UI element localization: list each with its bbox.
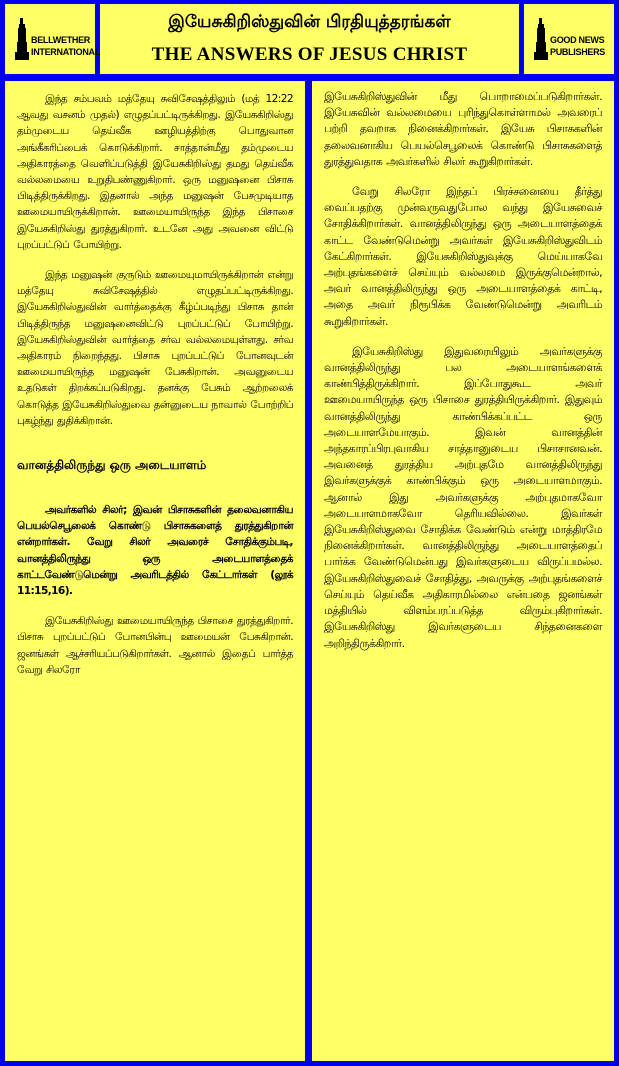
publisher-logo-right (524, 4, 614, 74)
body-paragraph: இயேசுகிறிஸ்து ஊமையாயிருந்த பிசாசை துரத்துகிறார். பிசாசு புறப்பட்டுப் போனபின்பு ஊமையன் பேசுகிறான். ஜனங்கள் ஆச்சரியப்படுகிறார்கள். ஆனால் இதைப் பார்த்த வேறு சிலரோ (17, 615, 293, 676)
body-paragraph: இந்த மனுஷன் குருடும் ஊமையுமாயிருக்கிறான் என்று மத்தேயு சுவிசேஷத்தில் எழுதப்பட்டிருக்கிறது. இயேசுகிறிஸ்துவின் வார்த்தைக்கு கீழ்ப்படிந்து பிசாசு தான் பிடித்திருந்த மனுஷனைவிட்டு புறப்பட்டுப் போயிற்று. இயேசுகிறிஸ்துவின் வார்த்தை சர்வ வல்லமையுள்ளது. சர்வ அதிகாரம் நிறைந்தது. பிசாசு புறப்பட்டுப் போனவுடன் ஊமையாயிருந்த மனுஷன் பேசுகிறான். அவனுடைய உதடுகள் திறக்கப்படுகிறது. தனக்கு பேசும் ஆற்றலைக் கொடுத்த இயேசுகிறிஸ்துவை தன்னுடைய நாவால் போற்றிப் புகழ்ந்து துதிக்கிறான். (17, 269, 293, 427)
body-paragraph: இயேசுகிறிஸ்து இதுவரையிலும் அவர்களுக்கு வானத்திலிருந்து பல அடையாளங்களைக் காண்பித்திருக்கிறார். இப்போதுகூட அவர் ஊமையாயிருந்த ஒரு பிசாசை துரத்தியிருக்கிறார். இதுவும் வானத்திலிருந்து காண்பிக்கப்பட்ட ஒரு அடையாளமேயாகும். இவன் வானத்தின் அந்தகாரப்பிரபுவாகிய சாத்தானுடைய பிசாசானவன். அவனைத் துரத்திய அற்புதமே வானத்திலிருந்து இவர்களுக்குக் காண்பிக்கும் ஒரு அடையாளமாகும். ஆனால் இது அவர்களுக்கு அற்புதமாகவோ அடையாளமாகவோ தெரியவில்லை. இவர்கள் இயேசுகிறிஸ்துவை சோதிக்க வேண்டும் என்று மாத்திரமே நினைக்கிறார்கள். வானத்திலிருந்து அடையாளத்தைப் பார்க்க வேண்டுமென்பது இவர்களுடைய விருப்பமல்ல. இயேசுகிறிஸ்துவைச் சோதித்து, அவருக்கு அற்புதங்களைச் செய்யும் தெய்வீக அதிகாரமில்லை என்பதை ஜனங்கள் மத்தியில் விளம்பரப்படுத்த விரும்புகிறார்கள். இயேசுகிறிஸ்து இவர்களுடைய சிந்தனைகளை அறிந்திருக்கிறார். (324, 344, 602, 650)
statue-figure-icon (534, 18, 548, 60)
logo-line2: INTERNATIONAL (31, 47, 100, 57)
page-title-tamil: இயேசுகிறிஸ்துவின் பிரதியுத்தரங்கள் (168, 12, 451, 32)
body-paragraph: வேறு சிலரோ இந்தப் பிரச்சனையை தீர்த்து வைப்பதற்கு முன்வருவதுபோல வந்து இயேசுவைச் சோதிக்கிறார்கள். வானத்திலிருந்து ஒரு அடையாளத்தைக் காட்ட வேண்டுமென்று அவர்கள் இயேசுகிறிஸ்துவிடம் கேட்கிறார்கள். இயேசுகிறிஸ்துவுக்கு மெய்யாகவே அற்புதங்களைச் செய்யும் வல்லமை இருக்குமென்றால், அவர் வானத்திலிருந்து ஒரு அடையாளத்தைக் காட்டி, அதை அவர் நிரூபிக்க வேண்டுமென்று அவரிடம் கூறுகிறார்கள். (324, 185, 602, 328)
bellwether-logo (11, 14, 100, 64)
publisher-logo-left (5, 4, 100, 74)
scripture-quote: அவர்களில் சிலர்; இவன் பிசாசுகளின் தலைவனாகிய பெயல்செபூலைக் கொண்டு பிசாசுகளைத் துரத்துகிறான் என்றார்கள். வேறு சிலர் அவரைச் சோதிக்கும்படி, வானத்திலிருந்து ஒரு அடையாளத்தைக் காட்டவேண்டுமென்று அவரிடத்தில் கேட்டார்கள் (லூக் 11:15,16). (17, 504, 293, 598)
logo-line1: BELLWETHER (31, 35, 90, 45)
logo-line1: GOOD NEWS (550, 35, 605, 45)
statue-figure-icon (15, 18, 29, 60)
body-paragraph: இயேசுகிறிஸ்துவின் மீது பொறாமைப்படுகிறார்கள். இயேசுவின் வல்லமையை புரிந்துகொள்ளாமல் அவரைப் பற்றி தவறாக நினைக்கிறார்கள். இயேசு பிசாசுகளின் தலைவனாகிய பெயல்செபூலைக் கொண்டு பிசாசுகளைத் துரத்துவதாக அவர்களில் சிலர் கூறுகிறார்கள். (324, 90, 602, 168)
section-heading: வானத்திலிருந்து ஒரு அடையாளம் (17, 458, 207, 473)
article-column-right (312, 81, 614, 1061)
body-paragraph: இந்த சம்பவம் மத்தேயு சுவிசேஷத்திலும் (மத் 12:22 ஆவது வசனம் முதல்) எழுதப்பட்டிருக்கிறது. இயேசுகிறிஸ்து தம்முடைய தெய்வீக ஊழியத்திற்கு பொதுவான அங்கீகரிப்பைக் கொடுக்கிறார். சாத்தான்மீது தம்முடைய அதிகாரத்தை வெளிப்படுத்தி இயேசுகிறிஸ்து தமது தெய்வீக வல்லமையை உறுதிபண்ணுகிறார். ஒரு மனுஷனை பிசாசு பிடித்திருக்கிறது. இதனால் அந்த மனுஷன் பேசமுடியாத ஊமையாயிருக்கிறான். ஊமையாயிருந்த இந்த பிசாசை இயேசுகிறிஸ்து துரத்துகிறார். உடனே அது அவனை விட்டு புறப்பட்டுப் போயிற்று. (17, 93, 293, 251)
title-banner (100, 4, 519, 74)
page-title-english: THE ANSWERS OF JESUS CHRIST (151, 44, 468, 65)
logo-line2: PUBLISHERS (550, 47, 606, 57)
article-column-left (5, 81, 305, 1061)
good-news-logo (530, 14, 608, 64)
